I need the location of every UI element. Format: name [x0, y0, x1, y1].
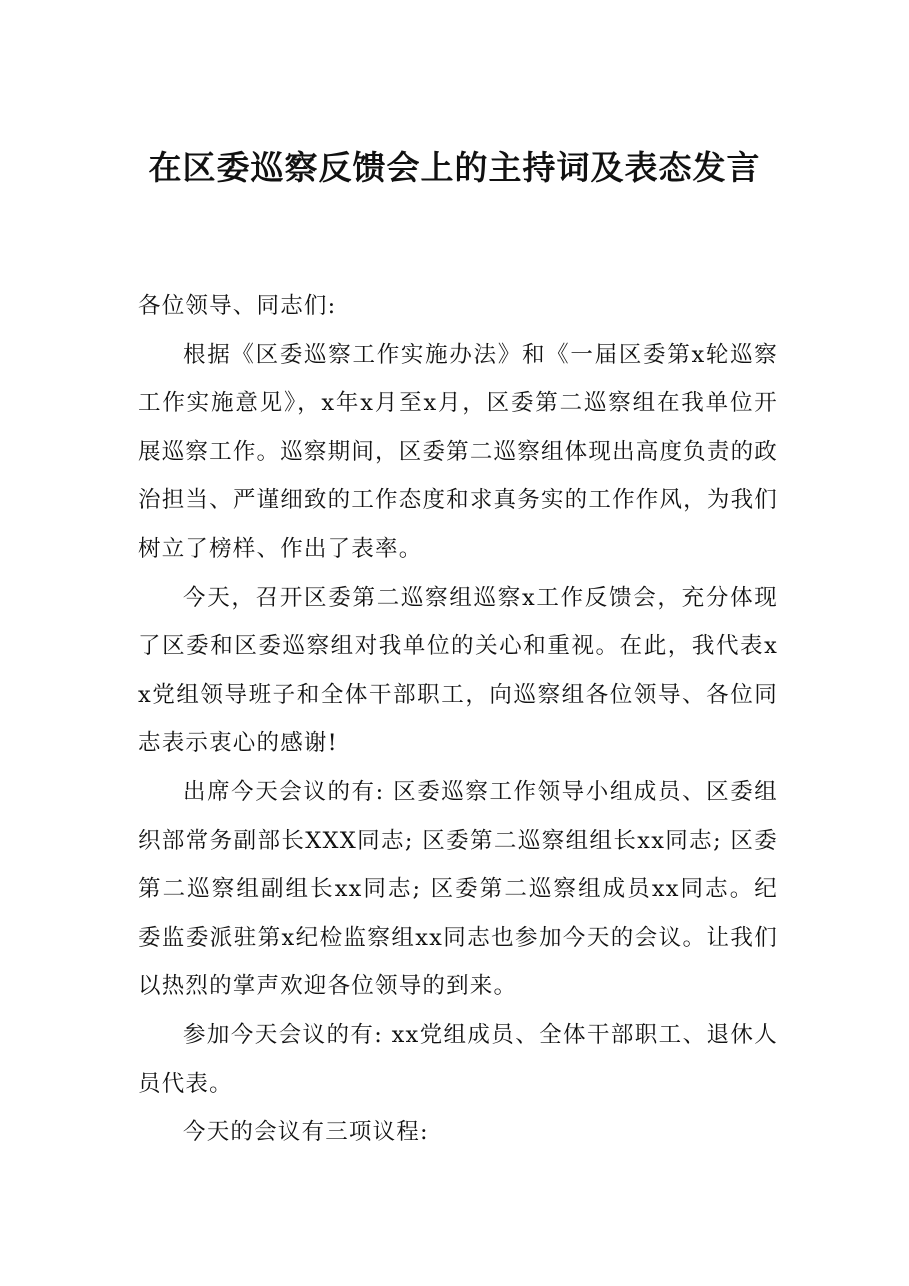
salutation: 各位领导、同志们: — [138, 293, 337, 319]
document-title: 在区委巡察反馈会上的主持词及表态发言 — [148, 148, 761, 187]
paragraph-thanks: 今天，召开区委第二巡察组巡察x工作反馈会，充分体现了区委和区委巡察组对我单位的关心和重视。在此，我代表xx党组领导班子和全体干部职工，向巡察组各位领导、各位同志表示衷心的感谢! — [138, 584, 778, 757]
paragraph-agenda: 今天的会议有三项议程: — [183, 1119, 429, 1146]
document-body — [138, 282, 778, 1157]
paragraph-attendees-staff: 参加今天会议的有: xx党组成员、全体干部职工、退休人员代表。 — [138, 1021, 778, 1097]
paragraph-attendees-leaders: 出席今天会议的有: 区委巡察工作领导小组成员、区委组织部常务副部长XXX同志; 区委第二巡察组组长xx同志; 区委第二巡察组副组长xx同志; 区委第二巡察组成员xx同志。纪委监委派驻第x纪检监察组xx同志也参加今天的会议。让我们以热烈的掌声欢迎各位领导的到来。 — [138, 778, 778, 1000]
paragraph-basis: 根据《区委巡察工作实施办法》和《一届区委第x轮巡察工作实施意见》，x年x月至x月，区委第二巡察组在我单位开展巡察工作。巡察期间，区委第二巡察组体现出高度负责的政治担当、严谨细致的工作态度和求真务实的工作作风，为我们树立了榜样、作出了表率。 — [138, 341, 778, 562]
